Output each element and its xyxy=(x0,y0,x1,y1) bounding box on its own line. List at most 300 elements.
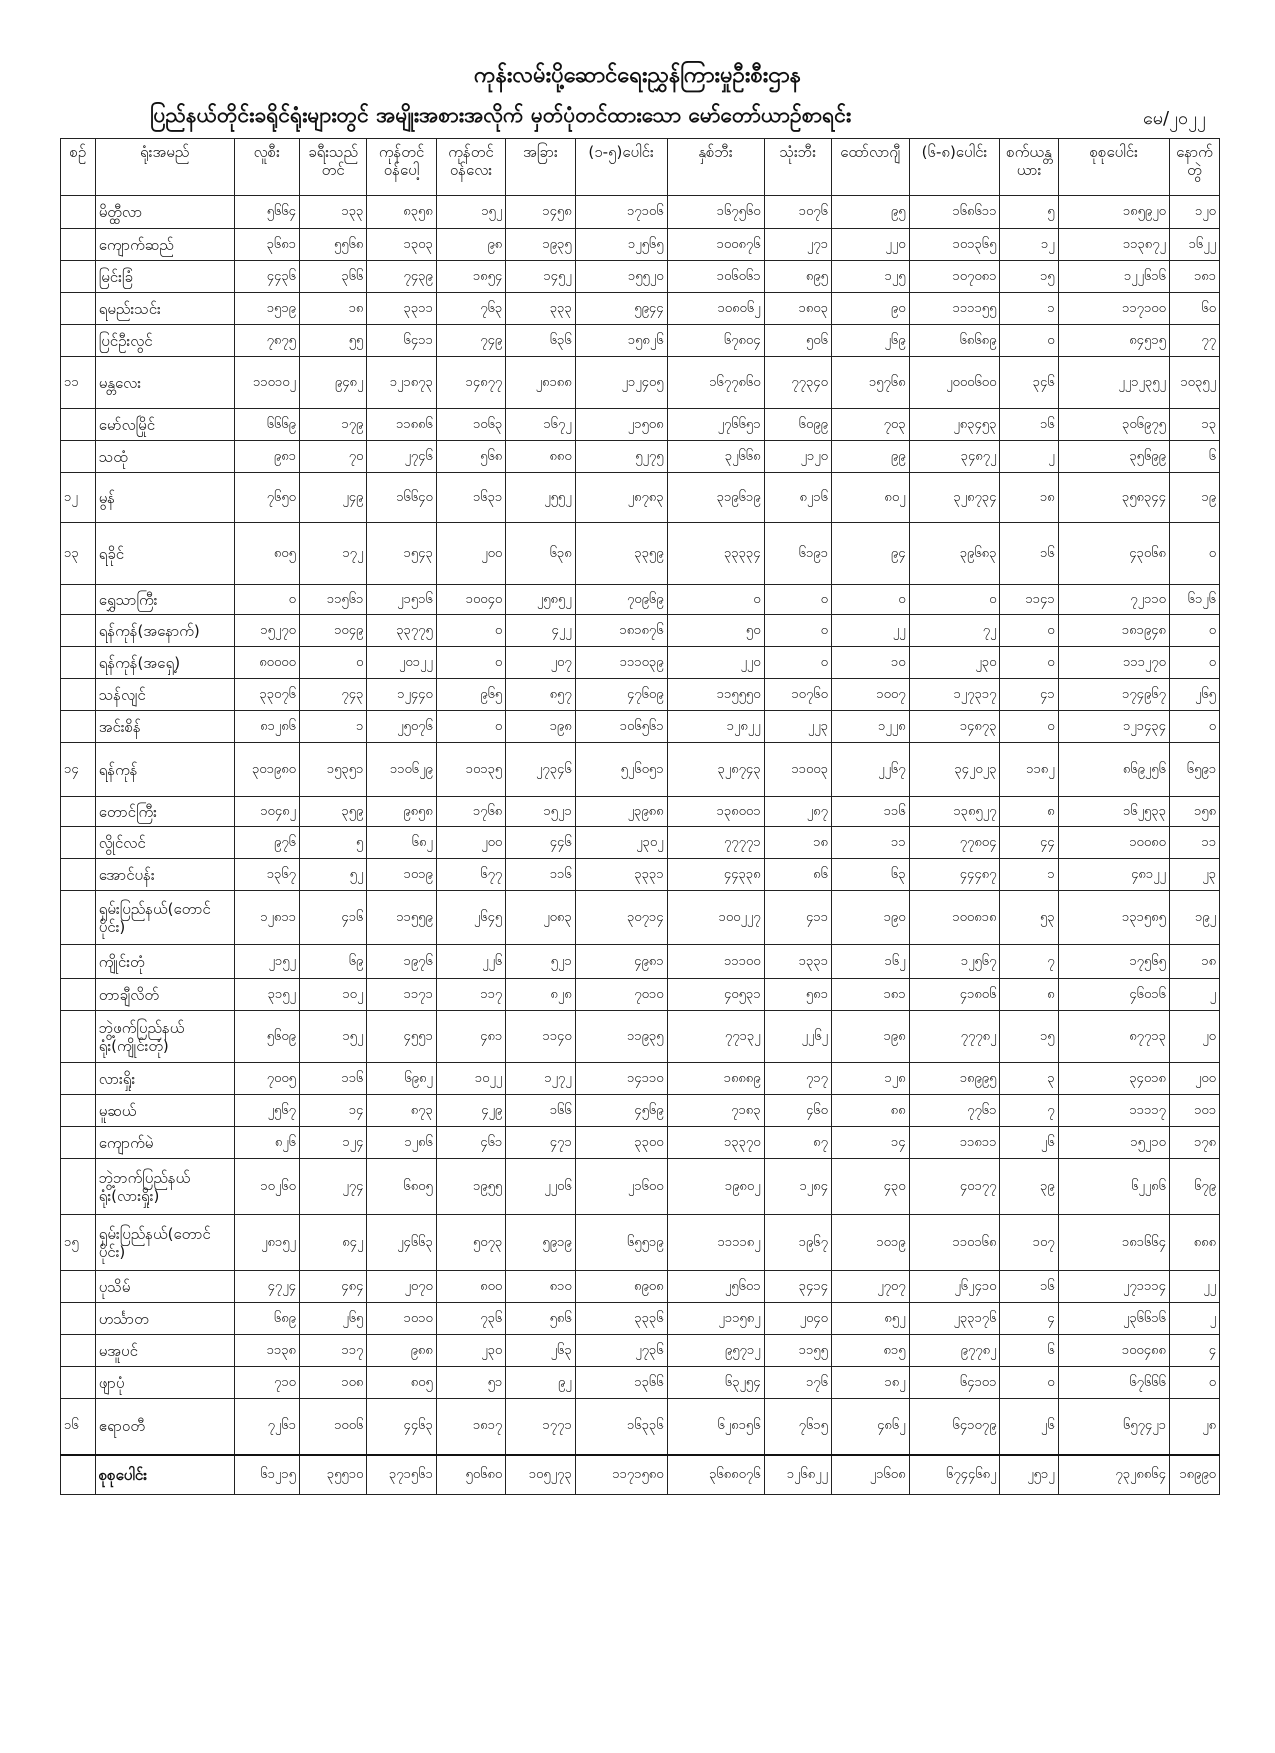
cell-value: ၁၀၁၉ xyxy=(831,1215,909,1271)
cell-value: ၁၂၅ xyxy=(831,261,909,293)
cell-value: ၇၇ xyxy=(1169,325,1219,357)
cell-value: ၂၃၀ xyxy=(436,1335,505,1367)
cell-value: ၄၅၆၉ xyxy=(575,1095,667,1127)
cell-value: ၈၈ xyxy=(831,1095,909,1127)
cell-value: ၃၃၀၇၆ xyxy=(234,679,299,711)
table-row xyxy=(61,293,1220,325)
cell-value: ၃၆၈၈၀၇၆ xyxy=(667,1455,764,1495)
cell-value: ၈၀၅ xyxy=(367,1367,436,1399)
cell-value: ၇ xyxy=(1000,945,1058,979)
table-row xyxy=(61,1271,1220,1303)
column-header: စဉ် xyxy=(61,139,96,196)
cell-value: ၇၂၆၁ xyxy=(234,1399,299,1455)
cell-value: ၁၁၇၁၀၀ xyxy=(1058,293,1169,325)
cell-value: ၀ xyxy=(1169,523,1219,585)
cell-value: ၄၇၁ xyxy=(506,1127,575,1159)
cell-value: ၆၃ xyxy=(831,859,909,891)
row-number: ၁၆ xyxy=(61,1399,96,1455)
cell-value: ၂၆၅ xyxy=(1169,679,1219,711)
cell-value: ၁၈၁၉၄၈ xyxy=(1058,615,1169,647)
cell-value: ၂၅၈၅၂ xyxy=(506,585,575,615)
cell-value: ၆၅၇၄၂၁ xyxy=(1058,1399,1169,1455)
cell-value: ၁၂၂၈ xyxy=(831,711,909,743)
cell-value: ၁၁ xyxy=(1169,827,1219,859)
table-row xyxy=(61,711,1220,743)
cell-value: ၄၁၆ xyxy=(299,891,366,945)
cell-value: ၃၃၃၆ xyxy=(575,1303,667,1335)
cell-value: ၉၄၈၂ xyxy=(299,357,366,409)
cell-value: ၁၉ xyxy=(1169,473,1219,523)
cell-value: ၀ xyxy=(299,647,366,679)
cell-value: ၇၄၉ xyxy=(436,325,505,357)
cell-value: ၀ xyxy=(436,647,505,679)
table-row xyxy=(61,1063,1220,1095)
cell-value: ၁၀၁၃၅ xyxy=(436,743,505,797)
cell-value: ၄၂၂ xyxy=(506,615,575,647)
total-row xyxy=(61,1455,1220,1495)
report-date: မေ/၂၀၂၂ xyxy=(1143,108,1206,129)
row-number xyxy=(61,196,96,229)
cell-value: ၁၆ xyxy=(1000,523,1058,585)
cell-value: ၉၉ xyxy=(831,441,909,473)
row-number xyxy=(61,261,96,293)
cell-value: ၁၈၈၈၉ xyxy=(667,1063,764,1095)
cell-value: ၅၅ xyxy=(299,325,366,357)
row-number xyxy=(61,1011,96,1063)
cell-value: ၂၅၁၂ xyxy=(1000,1455,1058,1495)
cell-value: ၁၈၁၈၇၆ xyxy=(575,615,667,647)
cell-value: ၇၄၃ xyxy=(299,679,366,711)
cell-value: ၁၄ xyxy=(299,1095,366,1127)
cell-value: ၀ xyxy=(1000,647,1058,679)
cell-value: ၁၂ xyxy=(1000,229,1058,261)
row-number xyxy=(61,979,96,1011)
cell-value: ၄၈၄ xyxy=(299,1271,366,1303)
table-row xyxy=(61,679,1220,711)
cell-value: ၄၆၀၁၆ xyxy=(1058,979,1169,1011)
cell-value: ၃၃၃ xyxy=(506,293,575,325)
office-name: ကျိုင်းတုံ xyxy=(95,945,234,979)
cell-value: ၇၃၆ xyxy=(436,1303,505,1335)
cell-value: ၂၂၀ xyxy=(831,229,909,261)
cell-value: ၄၄၆ xyxy=(506,827,575,859)
cell-value: ၈၂၁၆ xyxy=(764,473,831,523)
cell-value: ၂၂၃ xyxy=(764,711,831,743)
cell-value: ၂၀၀၀၆၀၀ xyxy=(909,357,1000,409)
cell-value: ၁၀၇၆ xyxy=(764,196,831,229)
cell-value: ၄၈၁၂၂ xyxy=(1058,859,1169,891)
cell-value: ၁၈၁၇ xyxy=(436,1399,505,1455)
cell-value: ၁၃ xyxy=(1169,409,1219,441)
cell-value: ၇၁၈၃ xyxy=(667,1095,764,1127)
cell-value: ၂၃၃၁၇၆ xyxy=(909,1303,1000,1335)
cell-value: ၅၆၈ xyxy=(436,441,505,473)
cell-value: ၁၆၇၂ xyxy=(506,409,575,441)
cell-value: ၁၃၀၃ xyxy=(367,229,436,261)
row-number: ၁၂ xyxy=(61,473,96,523)
cell-value: ၂၆၉ xyxy=(831,325,909,357)
cell-value: ၂၂ xyxy=(1169,1271,1219,1303)
cell-value: ၃၃၀၀ xyxy=(575,1127,667,1159)
cell-value: ၁၁၁၀၃၉ xyxy=(575,647,667,679)
cell-value: ၁၉၈ xyxy=(506,711,575,743)
cell-value: ၈၈၈ xyxy=(1169,1215,1219,1271)
cell-value: ၁၄ xyxy=(831,1127,909,1159)
cell-value: ၁၁၈၂ xyxy=(1000,743,1058,797)
cell-value: ၁၀၃၅၂ xyxy=(1169,357,1219,409)
row-number xyxy=(61,679,96,711)
cell-value: ၇၀၉၆၉ xyxy=(575,585,667,615)
cell-value: ၁၃၆၆ xyxy=(575,1367,667,1399)
row-number: ၁၄ xyxy=(61,743,96,797)
cell-value: ၀ xyxy=(1169,711,1219,743)
office-name: မော်လမြိုင် xyxy=(95,409,234,441)
cell-value: ၆၈၂ xyxy=(367,827,436,859)
cell-value: ၇၄၃၉ xyxy=(367,261,436,293)
column-header: ကုန်တင်ဝန်လေး xyxy=(436,139,505,196)
cell-value: ၁၂၂၆၁၆ xyxy=(1058,261,1169,293)
office-name: ရှမ်းပြည်နယ်(တောင်ပိုင်း) xyxy=(95,1215,234,1271)
cell-value: ၈၁၅ xyxy=(831,1335,909,1367)
cell-value: ၆၈၆၈၉ xyxy=(909,325,1000,357)
cell-value: ၅၂၁ xyxy=(506,945,575,979)
cell-value: ၈၉၀၈ xyxy=(575,1271,667,1303)
table-row xyxy=(61,827,1220,859)
cell-value: ၂၈၃၄၅၃ xyxy=(909,409,1000,441)
column-header: ခရီးသည်တင် xyxy=(299,139,366,196)
cell-value: ၅၂၆၀၅၁ xyxy=(575,743,667,797)
cell-value: ၅၈၁ xyxy=(764,979,831,1011)
cell-value: ၁၁၆ xyxy=(506,859,575,891)
cell-value: ၂၇၀၇ xyxy=(831,1271,909,1303)
cell-value: ၄၄၃၃၈ xyxy=(667,859,764,891)
cell-value: ၁၀၁ xyxy=(1169,1095,1219,1127)
cell-value: ၁၂၈၄ xyxy=(764,1159,831,1215)
cell-value: ၃ xyxy=(1000,1063,1058,1095)
cell-value: ၁၆၃၁ xyxy=(436,473,505,523)
cell-value: ၆၇၇ xyxy=(436,859,505,891)
cell-value: ၆၃၆ xyxy=(506,325,575,357)
cell-value: ၉၈၈ xyxy=(367,1335,436,1367)
cell-value: ၃၁၉၆၁၉ xyxy=(667,473,764,523)
column-header: နောက်တွဲ xyxy=(1169,139,1219,196)
cell-value: ၅၁ xyxy=(436,1367,505,1399)
table-row xyxy=(61,409,1220,441)
cell-value: ၂၂၁၂၃၅၂ xyxy=(1058,357,1169,409)
cell-value: ၂၀ xyxy=(1169,1011,1219,1063)
cell-value: ၀ xyxy=(667,585,764,615)
cell-value: ၂၀၈၃ xyxy=(506,891,575,945)
row-number xyxy=(61,1095,96,1127)
column-header: စုစုပေါင်း xyxy=(1058,139,1169,196)
cell-value: ၁၃၃၇၀ xyxy=(667,1127,764,1159)
cell-value: ၁၃၁၅၈၅ xyxy=(1058,891,1169,945)
cell-value: ၆၇၉ xyxy=(1169,1159,1219,1215)
cell-value: ၇၃၂၈၈၆၄ xyxy=(1058,1455,1169,1495)
cell-value: ၇၀၁၀ xyxy=(575,979,667,1011)
row-number: ၁၃ xyxy=(61,523,96,585)
cell-value: ၈ xyxy=(1000,979,1058,1011)
cell-value: ၁၀၄၉ xyxy=(299,615,366,647)
row-number xyxy=(61,441,96,473)
table-row xyxy=(61,357,1220,409)
cell-value: ၃၄၆ xyxy=(1000,357,1058,409)
office-name: ဧရာဝတီ xyxy=(95,1399,234,1455)
cell-value: ၁၁၃၈၇၂ xyxy=(1058,229,1169,261)
cell-value: ၁၅၈ xyxy=(1169,797,1219,827)
cell-value: ၁၀၀၆ xyxy=(299,1399,366,1455)
cell-value: ၇၂ xyxy=(909,615,1000,647)
cell-value: ၁၈၁ xyxy=(831,979,909,1011)
cell-value: ၂၂၀၆ xyxy=(506,1159,575,1215)
cell-value: ၁၁၀၁၀၂ xyxy=(234,357,299,409)
office-name: မြင်းခြံ xyxy=(95,261,234,293)
cell-value: ၁၀၇၆၀ xyxy=(764,679,831,711)
cell-value: ၅၀၆ xyxy=(764,325,831,357)
cell-value: ၅၀၇၃ xyxy=(436,1215,505,1271)
cell-value: ၈ xyxy=(1000,797,1058,827)
cell-value: ၁၅၅၂၀ xyxy=(575,261,667,293)
cell-value: ၁၁၁၀၀ xyxy=(667,945,764,979)
cell-value: ၁၁၆ xyxy=(299,1063,366,1095)
cell-value: ၁၅ xyxy=(1000,1011,1058,1063)
cell-value: ၁၃၈၀၀၁ xyxy=(667,797,764,827)
cell-value: ၂၆၄၅ xyxy=(436,891,505,945)
cell-value: ၂ xyxy=(1000,441,1058,473)
cell-value: ၇၆၃ xyxy=(436,293,505,325)
office-name: အောင်ပန်း xyxy=(95,859,234,891)
cell-value: ၃၅၈၃၄၄ xyxy=(1058,473,1169,523)
cell-value: ၂၂၆၇ xyxy=(831,743,909,797)
office-name: ဘွဲ့ဘက်ပြည်နယ်ရုံး(လားရှိုး) xyxy=(95,1159,234,1215)
row-number xyxy=(61,1127,96,1159)
cell-value: ၃၄၈၇၂ xyxy=(909,441,1000,473)
row-number: ၁၁ xyxy=(61,357,96,409)
cell-value: ၃၇၁၅၆၁ xyxy=(367,1455,436,1495)
cell-value: ၁၈၁ xyxy=(1169,261,1219,293)
column-header: အခြား xyxy=(506,139,575,196)
cell-value: ၉၈ xyxy=(436,229,505,261)
cell-value: ၈၀၀ xyxy=(436,1271,505,1303)
cell-value: ၁၉၇၆ xyxy=(367,945,436,979)
table-row xyxy=(61,441,1220,473)
table-row xyxy=(61,1127,1220,1159)
cell-value: ၆၂၂၈၆ xyxy=(1058,1159,1169,1215)
cell-value: ၆၆၆၉ xyxy=(234,409,299,441)
office-name: ရခိုင် xyxy=(95,523,234,585)
cell-value: ၆၇၄၄၆၈၂ xyxy=(909,1455,1000,1495)
cell-value: ၀ xyxy=(764,585,831,615)
cell-value: ၄၅၅၁ xyxy=(367,1011,436,1063)
office-name: ကျောက်ဆည် xyxy=(95,229,234,261)
row-number xyxy=(61,1455,96,1495)
cell-value: ၂၇၆၆၅၁ xyxy=(667,409,764,441)
cell-value: ၁၅၄၃ xyxy=(367,523,436,585)
cell-value: ၈၁၂၈၆ xyxy=(234,711,299,743)
cell-value: ၀ xyxy=(764,615,831,647)
cell-value: ၅ xyxy=(299,827,366,859)
cell-value: ၁၂၁၄၃၄ xyxy=(1058,711,1169,743)
cell-value: ၂၆၂၄၁၀ xyxy=(909,1271,1000,1303)
cell-value: ၁၀၂၂ xyxy=(436,1063,505,1095)
cell-value: ၅၉၁၉ xyxy=(506,1215,575,1271)
cell-value: ၄၁၈၀၆ xyxy=(909,979,1000,1011)
cell-value: ၁၁၁၂၇၀ xyxy=(1058,647,1169,679)
cell-value: ၁၁၈၁၁ xyxy=(909,1127,1000,1159)
cell-value: ၀ xyxy=(1000,1367,1058,1399)
cell-value: ၁၀၅၂၇၃ xyxy=(506,1455,575,1495)
cell-value: ၁၁၄၀ xyxy=(506,1011,575,1063)
column-header: ကုန်တင်ဝန်ပေါ့ xyxy=(367,139,436,196)
cell-value: ၁၀၀၇ xyxy=(831,679,909,711)
cell-value: ၆၅၉၁ xyxy=(1169,743,1219,797)
cell-value: ၁၈၉၉၅ xyxy=(909,1063,1000,1095)
table-row xyxy=(61,945,1220,979)
cell-value: ၁၀၈ xyxy=(299,1367,366,1399)
cell-value: ၄၈၆၂ xyxy=(831,1399,909,1455)
cell-value: ၆၇၈၀၄ xyxy=(667,325,764,357)
cell-value: ၄၆၀ xyxy=(764,1095,831,1127)
cell-value: ၁၁၆ xyxy=(831,797,909,827)
cell-value: ၁၀၀၈၇၆ xyxy=(667,229,764,261)
column-header: နှစ်ဘီး xyxy=(667,139,764,196)
table-row xyxy=(61,325,1220,357)
row-number xyxy=(61,711,96,743)
cell-value: ၁၀၁၃၆၅ xyxy=(909,229,1000,261)
office-name: တောင်ကြီး xyxy=(95,797,234,827)
cell-value: ၂၀၀ xyxy=(436,827,505,859)
cell-value: ၁ xyxy=(1000,859,1058,891)
cell-value: ၈၁၀ xyxy=(506,1271,575,1303)
cell-value: ၈၆၉၂၅၆ xyxy=(1058,743,1169,797)
row-number xyxy=(61,891,96,945)
cell-value: ၅၆၀၉ xyxy=(234,1011,299,1063)
office-name: ပုသိမ် xyxy=(95,1271,234,1303)
cell-value: ၂၄၆၆၃ xyxy=(367,1215,436,1271)
cell-value: ၁၈၅၉၂၀ xyxy=(1058,196,1169,229)
cell-value: ၈၄၂ xyxy=(299,1215,366,1271)
cell-value: ၁၆၈၆၁၁ xyxy=(909,196,1000,229)
cell-value: ၄၈၁ xyxy=(436,1011,505,1063)
cell-value: ၃၅၅၁၀ xyxy=(299,1455,366,1495)
row-number xyxy=(61,409,96,441)
cell-value: ၈၅၇ xyxy=(506,679,575,711)
cell-value: ၂၅၀၇၆ xyxy=(367,711,436,743)
office-name: လားရှိုး xyxy=(95,1063,234,1095)
cell-value: ၁၁၈၈၆ xyxy=(367,409,436,441)
column-header: ထော်လာဂျီ xyxy=(831,139,909,196)
table-row xyxy=(61,1367,1220,1399)
cell-value: ၉၈၅၈ xyxy=(367,797,436,827)
cell-value: ၁၆ xyxy=(1000,1271,1058,1303)
cell-value: ၈၈၀ xyxy=(506,441,575,473)
cell-value: ၂၀၁၂၂ xyxy=(367,647,436,679)
cell-value: ၁၁၇၁၅၈၀ xyxy=(575,1455,667,1495)
cell-value: ၆၁၉၁ xyxy=(764,523,831,585)
cell-value: ၁၄၈၇၃ xyxy=(909,711,1000,743)
cell-value: ၃၄၀၁၈ xyxy=(1058,1063,1169,1095)
cell-value: ၂၆၃ xyxy=(506,1335,575,1367)
cell-value: ၃၃၁၁ xyxy=(367,293,436,325)
cell-value: ၁၂၈၁၁ xyxy=(234,891,299,945)
office-name: မန္တလေး xyxy=(95,357,234,409)
cell-value: ၁၆၇၅၆၀ xyxy=(667,196,764,229)
table-row xyxy=(61,1303,1220,1335)
cell-value: ၁၁၁၁၅၅ xyxy=(909,293,1000,325)
cell-value: ၆၈၉ xyxy=(234,1303,299,1335)
cell-value: ၂၀၇၀ xyxy=(367,1271,436,1303)
cell-value: ၈၂၈ xyxy=(506,979,575,1011)
cell-value: ၄၄ xyxy=(1000,827,1058,859)
cell-value: ၁၃၆၇ xyxy=(234,859,299,891)
office-name: မွန် xyxy=(95,473,234,523)
column-header: လူစီး xyxy=(234,139,299,196)
cell-value: ၀ xyxy=(1000,615,1058,647)
cell-value: ၁၂၈ xyxy=(831,1063,909,1095)
cell-value: ၈၂၆ xyxy=(234,1127,299,1159)
table-row xyxy=(61,891,1220,945)
cell-value: ၁၅၁၉ xyxy=(234,293,299,325)
table-row xyxy=(61,585,1220,615)
cell-value: ၄ xyxy=(1169,1335,1219,1367)
cell-value: ၂၇၄ xyxy=(299,1159,366,1215)
table-row xyxy=(61,523,1220,585)
cell-value: ၉၇၆ xyxy=(234,827,299,859)
cell-value: ၁၀၆၀၆၁ xyxy=(667,261,764,293)
cell-value: ၇၀၀၅ xyxy=(234,1063,299,1095)
cell-value: ၁၂၈၆ xyxy=(367,1127,436,1159)
cell-value: ၃၅၉ xyxy=(299,797,366,827)
cell-value: ၉၄ xyxy=(831,523,909,585)
cell-value: ၁၀၁၀ xyxy=(367,1303,436,1335)
cell-value: ၅၅၆၈ xyxy=(299,229,366,261)
cell-value: ၀ xyxy=(234,585,299,615)
cell-value: ၂၁၅၁၆ xyxy=(367,585,436,615)
cell-value: ၁၃၃၁ xyxy=(764,945,831,979)
cell-value: ၂၃ xyxy=(1169,859,1219,891)
document-subtitle: ပြည်နယ်တိုင်းခရိုင်ရုံးများတွင် အမျိုးအစားအလိုက် မှတ်ပုံတင်ထားသော မော်တော်ယာဉ်စာရင်း xyxy=(150,103,852,127)
cell-value: ၂၈၇၈၃ xyxy=(575,473,667,523)
cell-value: ၁၆၆၄၀ xyxy=(367,473,436,523)
cell-value: ၂၂ xyxy=(831,615,909,647)
office-name: ဟင်္သာတ xyxy=(95,1303,234,1335)
office-name: ဖျာပုံ xyxy=(95,1367,234,1399)
cell-value: ၅၀ xyxy=(667,615,764,647)
cell-value: ၇၇၇၈၂ xyxy=(909,1011,1000,1063)
cell-value: ၈၆ xyxy=(764,859,831,891)
cell-value: ၁၀၀၄၈၈ xyxy=(1058,1335,1169,1367)
cell-value: ၆၃၈ xyxy=(506,523,575,585)
cell-value: ၈၃၅၈ xyxy=(367,196,436,229)
cell-value: ၄၀၁၇၇ xyxy=(909,1159,1000,1215)
cell-value: ၉၆၅ xyxy=(436,679,505,711)
cell-value: ၂၈၁၈၈ xyxy=(506,357,575,409)
cell-value: ၁၈၅၄ xyxy=(436,261,505,293)
vehicle-registration-table xyxy=(60,138,1220,1495)
cell-value: ၁၉၈ xyxy=(831,1011,909,1063)
cell-value: ၄၇၆၀၉ xyxy=(575,679,667,711)
cell-value: ၁၈၁၆၆၄ xyxy=(1058,1215,1169,1271)
cell-value: ၂၈၁၅၂ xyxy=(234,1215,299,1271)
office-name: စုစုပေါင်း xyxy=(95,1455,234,1495)
cell-value: ၀ xyxy=(436,711,505,743)
office-name: ရွှေသာကြီး xyxy=(95,585,234,615)
cell-value: ၃၂၈၇၃၄ xyxy=(909,473,1000,523)
cell-value: ၂၆၅ xyxy=(299,1303,366,1335)
cell-value: ၆ xyxy=(1169,441,1219,473)
cell-value: ၀ xyxy=(1000,325,1058,357)
cell-value: ၈၄၅၁၅ xyxy=(1058,325,1169,357)
